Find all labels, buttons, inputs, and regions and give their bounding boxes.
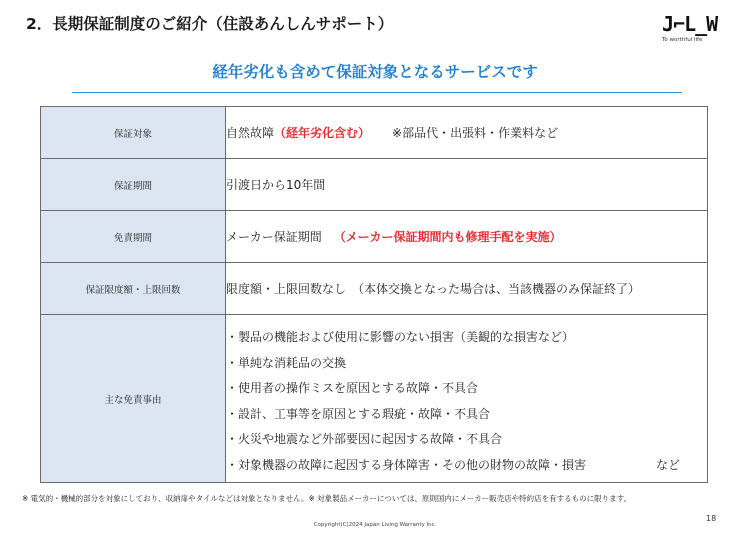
list-item: ・製品の機能および使用に影響のない損害（美観的な損害など） — [226, 330, 575, 344]
subtitle-underline — [72, 92, 682, 93]
list-item: ・火災や地震など外部要因に起因する故障・不具合 — [226, 432, 503, 446]
list-item: ・単純な消耗品の交換 — [226, 355, 347, 370]
row-value: 限度額・上限回数なし （本体交換となった場合は、当該機器のみ保証終了） — [226, 263, 708, 315]
row-value: 引渡日から10年間 — [226, 159, 708, 211]
row-label: 保証対象 — [41, 107, 226, 159]
table-row — [41, 211, 708, 263]
list-item-text: ・対象機器の故障に起因する身体障害・その他の財物の故障・損害 — [226, 457, 587, 472]
section-subtitle: 経年劣化も含めて保証対象となるサービスです — [212, 63, 538, 81]
list-trailing-text: など — [656, 457, 681, 472]
exclusions-cell — [226, 315, 708, 483]
exclusions-list — [226, 319, 707, 478]
list-item: ・使用者の操作ミスを原因とする故障・不具合 — [226, 381, 479, 395]
logo-tagline: To worthful life — [662, 37, 703, 43]
list-item — [226, 453, 707, 479]
coverage-note: ※部品代・出張料・作業料など — [392, 126, 559, 140]
table-row — [41, 315, 708, 483]
logo-mark: J⌐L_W — [662, 12, 718, 36]
table-row — [41, 107, 708, 159]
exemption-text: メーカー保証期間 — [226, 230, 322, 244]
list-item: ・設計、工事等を原因とする瑕疵・故障・不具合 — [226, 406, 491, 421]
company-logo — [660, 12, 720, 48]
page-title: 2．長期保証制度のご紹介（住設あんしんサポート） — [26, 15, 394, 33]
warranty-table — [40, 106, 708, 483]
page-number: 18 — [706, 514, 717, 523]
row-value — [226, 211, 708, 263]
row-label: 免責期間 — [41, 211, 226, 263]
row-label: 保証限度額・上限回数 — [41, 263, 226, 315]
coverage-highlight: （経年劣化含む） — [274, 126, 371, 140]
coverage-text: 自然故障 — [226, 126, 275, 140]
row-label: 主な免責事由 — [41, 315, 226, 483]
row-label: 保証期間 — [41, 159, 226, 211]
row-value — [226, 107, 708, 159]
table-row — [41, 263, 708, 315]
footnote: ※ 電気的・機械的部分を対象にしており、収納扉やタイルなどは対象となりません。※ 対象製品メーカーについては、原則国内にメーカー販売店や特約店を有するものに限ります。 — [22, 494, 632, 503]
copyright: Copyright(C)2024 Japan Living Warranty Inc. — [313, 522, 437, 528]
exemption-highlight: （メーカー保証期間内も修理手配を実施） — [333, 230, 562, 244]
table-row — [41, 159, 708, 211]
